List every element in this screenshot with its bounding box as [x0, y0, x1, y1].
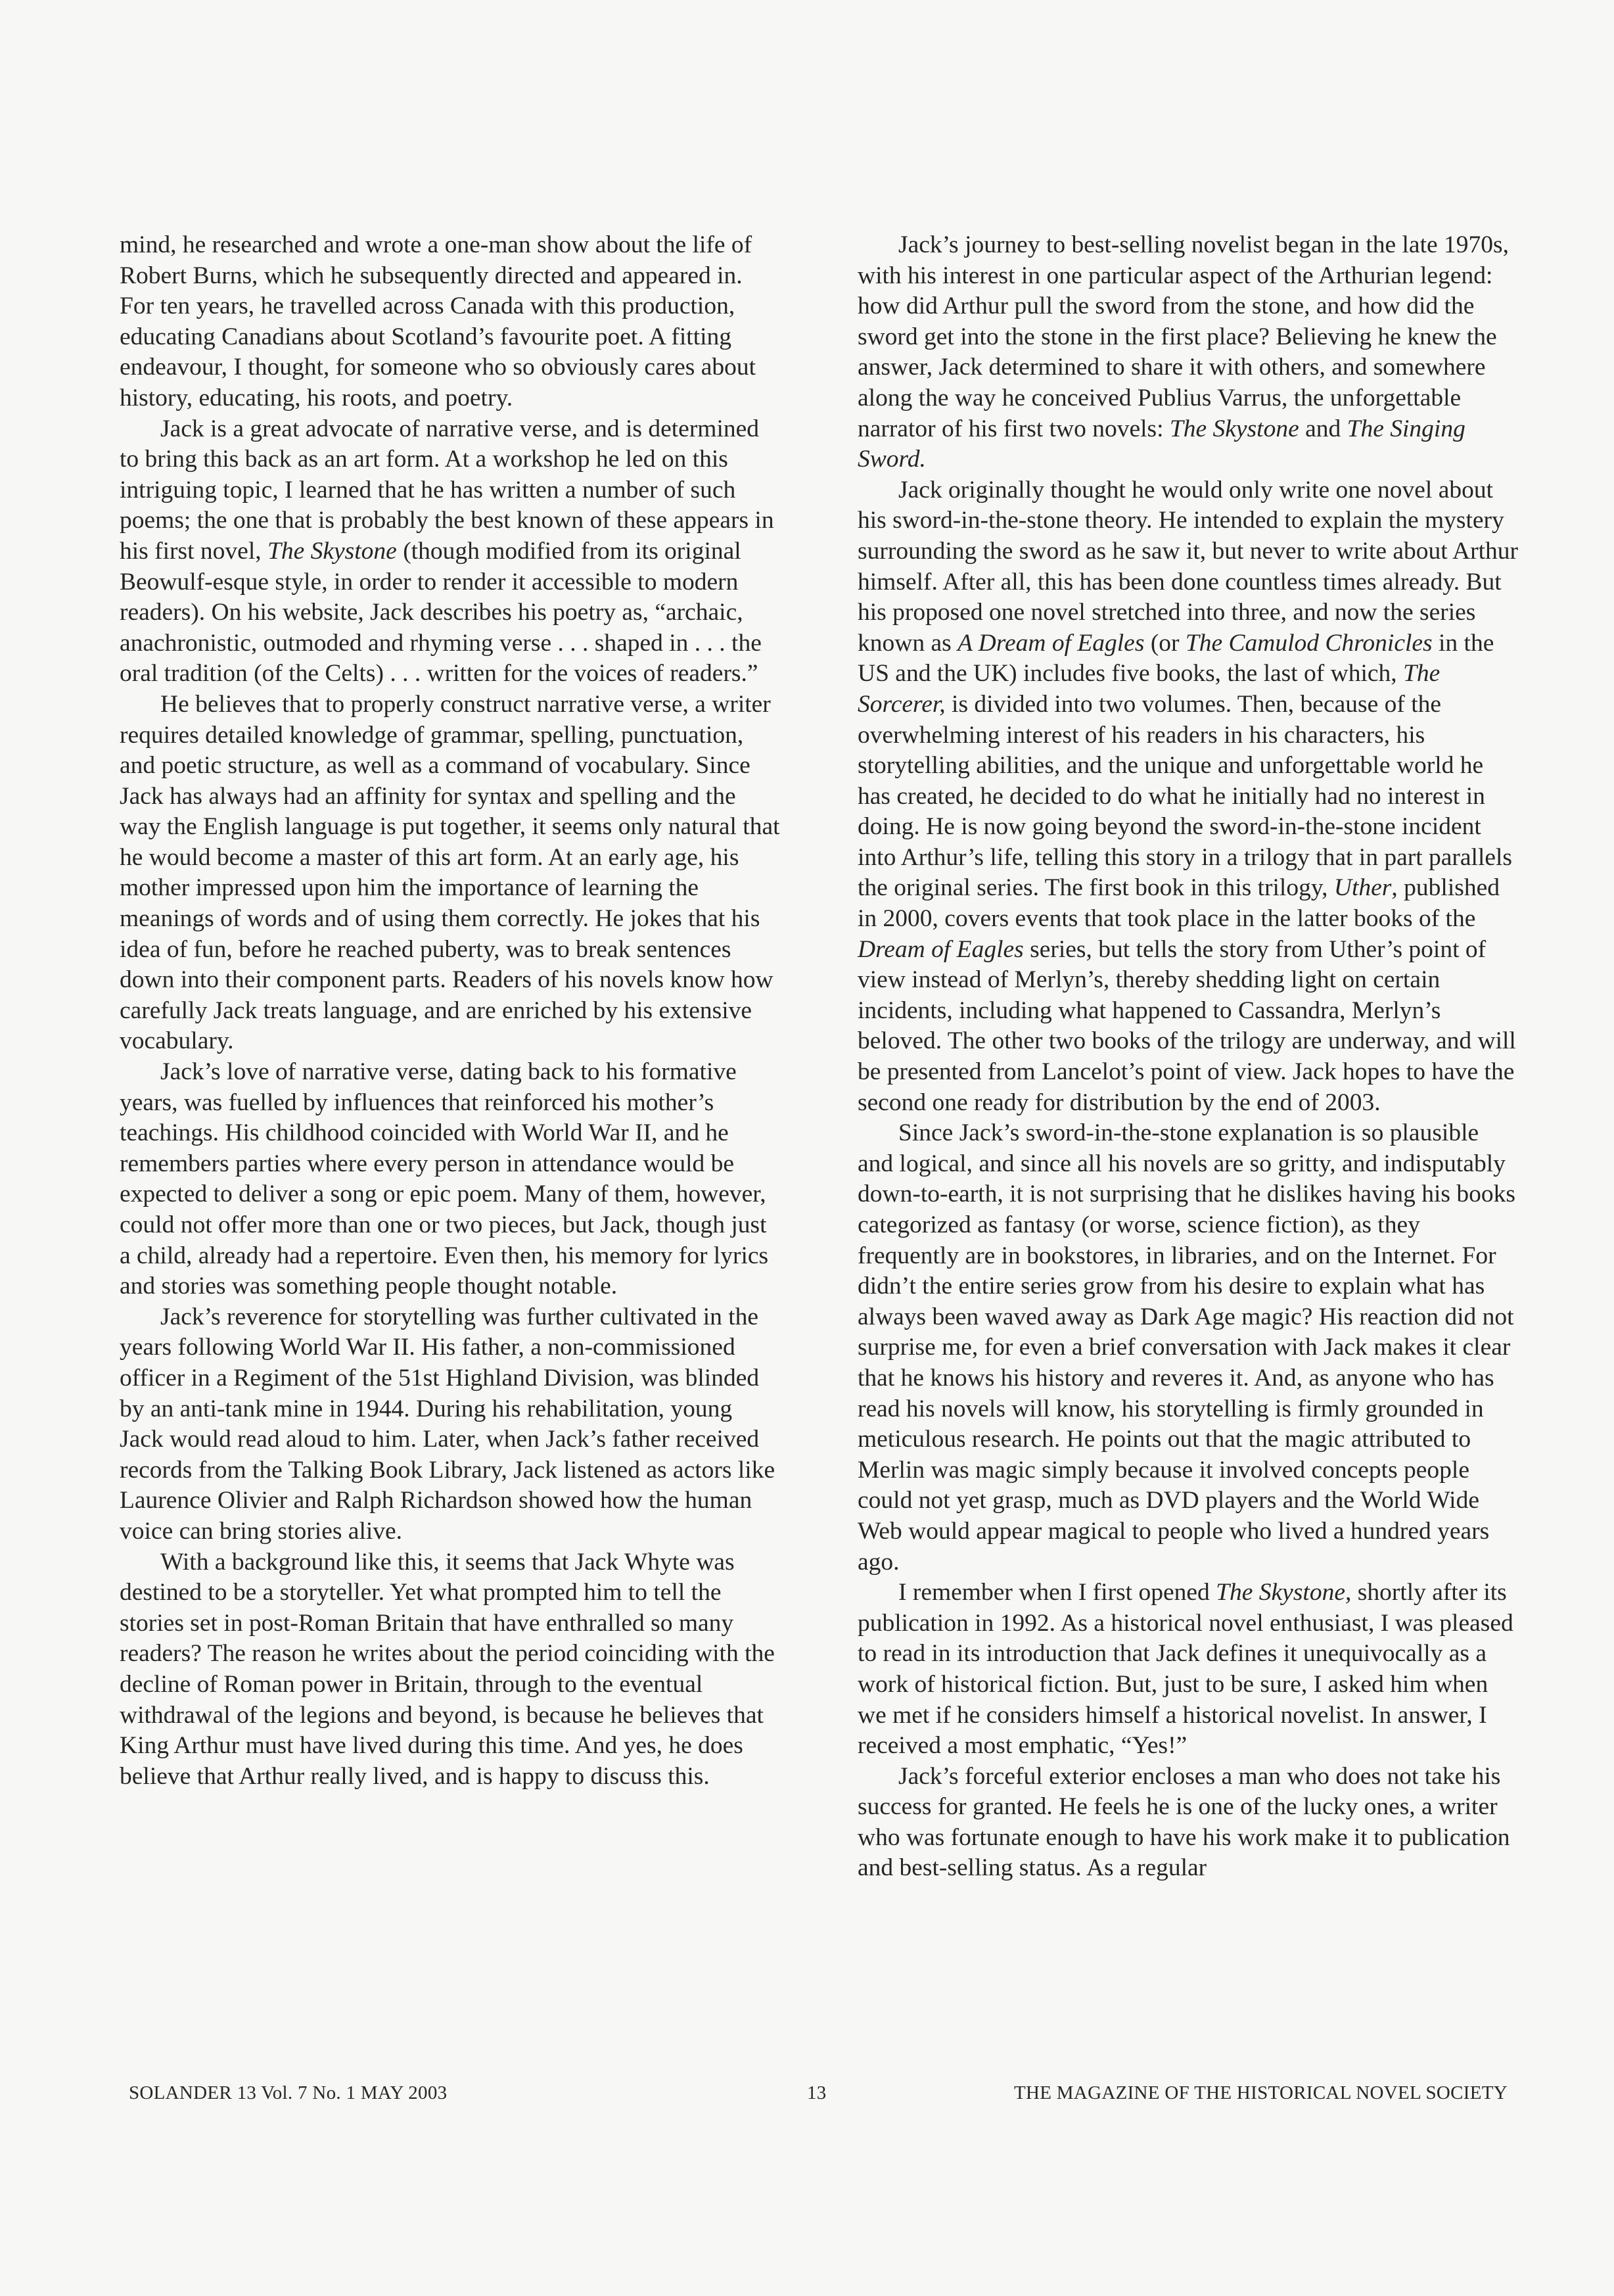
italic-title: A Dream of Eagles	[957, 629, 1145, 657]
paragraph: Jack is a great advocate of narrative verse, and is determined to bring this back as an art form. At a workshop he led on this intriguing topic, I learned that he has written a number of such poems; the one that is probably the best known of these appears in his first novel, The Skystone (though modified from its original Beowulf-esque style, in order to render it accessible to modern readers). On his website, Jack describes his poetry as, “archaic, anachronistic, outmoded and rhyming verse . . . shaped in . . . the oral tradition (of the Celts) . . . written for the voices of readers.”	[120, 415, 774, 688]
paragraph: mind, he researched and wrote a one-man show about the life of Robert Burns, which he subsequently directed and appeared in. For ten years, he travelled across Canada with this production, educating Canadians about Scotland’s favourite poet. A fitting endeavour, I thought, for someone who so obviously cares about history, educating, his roots, and poetry.	[120, 231, 756, 411]
paragraph: I remember when I first opened The Skystone, shortly after its publication in 1992. As a historical novel enthusiast, I was pleased to read in its introduction that Jack defines it unequivocally as a work of historical fiction. But, just to be sure, I asked him when we met if he considers himself a historical novelist. In answer, I received a most emphatic, “Yes!”	[858, 1579, 1513, 1760]
italic-title: The Singing Sword.	[858, 415, 1465, 473]
italic-title: The Skystone	[267, 537, 397, 565]
footer-issue-info: SOLANDER 13 Vol. 7 No. 1 MAY 2003	[129, 2082, 448, 2103]
italic-title: The Skystone	[1169, 415, 1299, 442]
italic-title: The Sorcerer,	[858, 660, 1441, 718]
italic-title: The Camulod Chronicles	[1185, 629, 1433, 657]
italic-title: Dream of Eagles	[858, 935, 1024, 963]
paragraph: Jack’s love of narrative verse, dating back to his formative years, was fuelled by influences that reinforced his mother’s teachings. His childhood coincided with World War II, and he remembers parties where every person in attendance would be expected to deliver a song or epic poem. Many of them, however, could not offer more than one or two pieces, but Jack, though just a child, already had a repertoire. Even then, his memory for lyrics and stories was something people thought notable.	[120, 1058, 769, 1300]
italic-title: The Skystone,	[1216, 1579, 1352, 1606]
paragraph: Jack’s forceful exterior encloses a man who does not take his success for granted. He feels he is one of the lucky ones, a writer who was fortunate enough to have his work make it to publication and best-selling status. As a regular	[858, 1762, 1510, 1882]
paragraph: He believes that to properly construct narrative verse, a writer requires detailed knowledge of grammar, spelling, punctuation, and poetic structure, as well as a command of vocabulary. Since Jack has always had an affinity for syntax and spelling and the way the English language is put together, it seems only natural that he would become a master of this art form. At an early age, his mother impressed upon him the importance of learning the meanings of words and of using them correctly. He jokes that his idea of fun, before he reached puberty, was to break sentences down into their component parts. Readers of his novels know how carefully Jack treats language, and are enriched by his extensive vocabulary.	[120, 690, 780, 1055]
paragraph: With a background like this, it seems that Jack Whyte was destined to be a storyteller. Yet what prompted him to tell the stories set in post-Roman Britain that have enthralled so many readers? The reason he writes about the period coinciding with the decline of Roman power in Britain, through to the eventual withdrawal of the legions and beyond, is because he believes that King Arthur must have lived during this time. And yes, he does believe that Arthur really lived, and is happy to discuss this.	[120, 1548, 775, 1790]
paragraph: Since Jack’s sword-in-the-stone explanation is so plausible and logical, and since all his novels are so gritty, and indisputably down-to-earth, it is not surprising that he dislikes having his books categorized as fantasy (or worse, science fiction), as they frequently are in bookstores, in libraries, and on the Internet. For didn’t the entire series grow from his desire to explain what has always been waved away as Dark Age magic? His reaction did not surprise me, for even a brief conversation with Jack makes it clear that he knows his history and reveres it. And, as anyone who has read his novels will know, his storytelling is firmly grounded in meticulous research. He points out that the magic attributed to Merlin was magic simply because it involved concepts people could not yet grasp, much as DVD players and the World Wide Web would appear magical to people who lived a hundred years ago.	[858, 1119, 1515, 1576]
right-column	[858, 230, 1518, 1884]
paragraph: Jack’s reverence for storytelling was further cultivated in the years following World War II. His father, a non-commissioned officer in a Regiment of the 51st Highland Division, was blinded by an anti-tank mine in 1944. During his rehabilitation, young Jack would read aloud to him. Later, when Jack’s father received records from the Talking Book Library, Jack listened as actors like Laurence Olivier and Ralph Richardson showed how the human voice can bring stories alive.	[120, 1303, 775, 1545]
paragraph: Jack’s journey to best-selling novelist began in the late 1970s, with his interest in one particular aspect of the Arthurian legend: how did Arthur pull the sword from the stone, and how did the sword get into the stone in the first place? Believing he knew the answer, Jack determined to share it with others, and somewhere along the way he conceived Publius Varrus, the unforgettable narrator of his first two novels: The Skystone and The Singing Sword.	[858, 231, 1509, 473]
page-number: 13	[807, 2082, 827, 2103]
paragraph: Jack originally thought he would only write one novel about his sword-in-the-stone theory. He intended to explain the mystery surrounding the sword as he saw it, but never to write about Arthur himself. After all, this has been done countless times already. But his proposed one novel stretched into three, and now the series known as A Dream of Eagles (or The Camulod Chronicles in the US and the UK) includes five books, the last of which, The Sorcerer, is divided into two volumes. Then, because of the overwhelming interest of his readers in his characters, his storytelling abilities, and the unique and unforgettable world he has created, he decided to do what he initially had no interest in doing. He is now going beyond the sword-in-the-stone incident into Arthur’s life, telling this story in a trilogy that in part parallels the original series. The first book in this trilogy, Uther, published in 2000, covers events that took place in the latter books of the Dream of Eagles series, but tells the story from Uther’s point of view instead of Merlyn’s, thereby shedding light on certain incidents, including what happened to Cassandra, Merlyn’s beloved. The other two books of the trilogy are underway, and will be presented from Lancelot’s point of view. Jack hopes to have the second one ready for distribution by the end of 2003.	[858, 476, 1519, 1116]
left-column	[120, 230, 780, 1792]
footer-magazine-title: THE MAGAZINE OF THE HISTORICAL NOVEL SOCIETY	[1013, 2082, 1508, 2103]
italic-title: Uther	[1333, 874, 1392, 902]
